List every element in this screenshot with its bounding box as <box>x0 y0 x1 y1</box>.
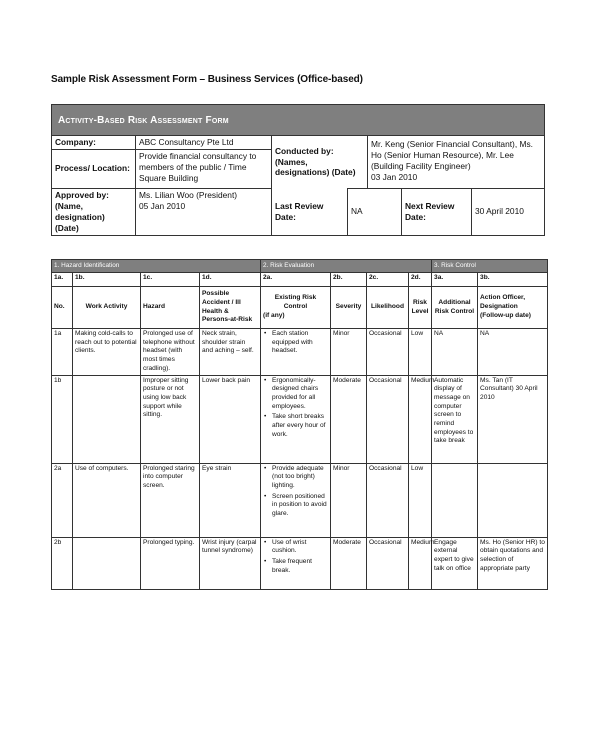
header-no: No. <box>52 287 73 329</box>
row-possible-accident: Neck strain, shoulder strain and aching – self. <box>200 329 261 376</box>
letter-3a: 3a. <box>432 273 478 287</box>
table-row <box>52 329 548 376</box>
table-row <box>52 375 548 463</box>
process-label: Process/ Location: <box>52 149 136 188</box>
row-no: 2a <box>52 463 73 537</box>
header-action-line2: (Follow-up date) <box>480 311 531 319</box>
approved-label <box>52 188 136 235</box>
letter-1c: 1c. <box>141 273 200 287</box>
header-severity: Severity <box>331 287 367 329</box>
existing-control-item: • Use of wrist cushion. <box>272 539 328 556</box>
row-hazard: Prolonged staring into computer screen. <box>141 463 200 537</box>
existing-control-item: • Each station equipped with headset. <box>272 330 328 356</box>
section-risk-evaluation: 2. Risk Evaluation <box>261 260 432 273</box>
row-no: 2b <box>52 537 73 589</box>
approved-date: 05 Jan 2010 <box>139 200 186 211</box>
table-row <box>52 463 548 537</box>
row-hazard: Prolonged use of telephone without headset (with most times cradling). <box>141 329 200 376</box>
row-existing-control <box>261 375 331 463</box>
row-possible-accident: Lower back pain <box>200 375 261 463</box>
existing-control-item: • Ergonomically-designed chairs provided for all employees. <box>272 377 328 412</box>
next-review-label: Next Review Date: <box>402 188 472 235</box>
row-existing-control <box>261 537 331 589</box>
existing-control-item: • Take frequent break. <box>272 558 328 575</box>
row-hazard: Improper sitting posture or not using low back support while sitting. <box>141 375 200 463</box>
row-action-officer: Ms. Ho (Senior HR) to obtain quotations and selection of appropriate party <box>478 537 548 589</box>
row-action-officer <box>478 463 548 537</box>
header-action-officer <box>478 287 548 329</box>
risk-assessment-table <box>51 259 548 590</box>
section-risk-control: 3. Risk Control <box>432 260 548 273</box>
conducted-cell <box>368 136 545 189</box>
header-existing-line1: Existing Risk Control <box>274 294 317 311</box>
row-additional-control <box>432 463 478 537</box>
letter-2b: 2b. <box>331 273 367 287</box>
letter-2a: 2a. <box>261 273 331 287</box>
approved-value <box>136 188 272 235</box>
header-risk-level: Risk Level <box>409 287 432 329</box>
row-risk-level: Low <box>409 463 432 537</box>
row-work-activity: Making cold-calls to reach out to potential clients. <box>73 329 141 376</box>
column-letter-row <box>52 273 548 287</box>
row-additional-control: Automatic display of message on computer screen to remind employees to take break <box>432 375 478 463</box>
row-additional-control: Engage external expert to give talk on office <box>432 537 478 589</box>
row-action-officer: Ms. Tan (IT Consultant) 30 April 2010 <box>478 375 548 463</box>
header-existing-risk-control <box>261 287 331 329</box>
form-banner: Activity-Based Risk Assessment Form <box>52 105 545 136</box>
column-header-row <box>52 287 548 329</box>
row-risk-level: Medium <box>409 375 432 463</box>
row-additional-control: NA <box>432 329 478 376</box>
row-severity: Minor <box>331 463 367 537</box>
letter-3b: 3b. <box>478 273 548 287</box>
row-severity: Minor <box>331 329 367 376</box>
row-likelihood: Occasional <box>367 463 409 537</box>
conducted-date: 03 Jan 2010 <box>371 171 418 182</box>
conducted-value: Mr. Keng (Senior Financial Consultant), Ms. Ho (Senior Human Resource), Mr. Lee (Building Facility Engineer) <box>371 139 533 171</box>
letter-1a: 1a. <box>52 273 73 287</box>
section-hazard-identification: 1. Hazard Identification <box>52 260 261 273</box>
next-review-value: 30 April 2010 <box>472 188 545 235</box>
approved-label-line3: (Date) <box>55 222 79 233</box>
letter-1b: 1b. <box>73 273 141 287</box>
last-review-value: NA <box>348 188 402 235</box>
assessment-header-table <box>51 104 545 236</box>
row-severity: Moderate <box>331 537 367 589</box>
existing-control-item: • Take short breaks after every hour of work. <box>272 413 328 439</box>
table-row <box>52 537 548 589</box>
header-work-activity: Work Activity <box>73 287 141 329</box>
row-work-activity <box>73 375 141 463</box>
row-possible-accident: Eye strain <box>200 463 261 537</box>
row-no: 1a <box>52 329 73 376</box>
row-work-activity: Use of computers. <box>73 463 141 537</box>
approved-label-line2: (Name, designation) <box>55 200 105 222</box>
row-possible-accident: Wrist injury (carpal tunnel syndrome) <box>200 537 261 589</box>
row-action-officer: NA <box>478 329 548 376</box>
company-label: Company: <box>52 136 136 150</box>
row-severity: Moderate <box>331 375 367 463</box>
letter-1d: 1d. <box>200 273 261 287</box>
row-existing-control <box>261 329 331 376</box>
header-possible-accident: Possible Accident / Ill Health & Persons-at-Risk <box>200 287 261 329</box>
row-work-activity <box>73 537 141 589</box>
existing-control-item: • Provide adequate (not too bright) lighting. <box>272 465 328 491</box>
header-hazard: Hazard <box>141 287 200 329</box>
existing-control-item: • Screen positioned in position to avoid glare. <box>272 493 328 519</box>
approved-label-line1: Approved by: <box>55 189 109 200</box>
row-no: 1b <box>52 375 73 463</box>
header-existing-line2: (if any) <box>263 311 285 319</box>
letter-2c: 2c. <box>367 273 409 287</box>
row-likelihood: Occasional <box>367 329 409 376</box>
approved-name: Ms. Lilian Woo (President) <box>139 189 238 200</box>
header-additional-risk-control: Additional Risk Control <box>432 287 478 329</box>
conducted-label: Conducted by: (Names, designations) (Date) <box>272 136 368 189</box>
row-likelihood: Occasional <box>367 375 409 463</box>
last-review-label: Last Review Date: <box>272 188 348 235</box>
letter-2d: 2d. <box>409 273 432 287</box>
row-risk-level: Medium <box>409 537 432 589</box>
header-action-line1: Action Officer, Designation <box>480 294 526 311</box>
row-risk-level: Low <box>409 329 432 376</box>
row-likelihood: Occasional <box>367 537 409 589</box>
company-value: ABC Consultancy Pte Ltd <box>136 136 272 150</box>
header-likelihood: Likelihood <box>367 287 409 329</box>
document-title: Sample Risk Assessment Form – Business Services (Office-based) <box>51 74 363 85</box>
process-value: Provide financial consultancy to members of the public / Time Square Building <box>136 149 272 188</box>
row-hazard: Prolonged typing. <box>141 537 200 589</box>
row-existing-control <box>261 463 331 537</box>
